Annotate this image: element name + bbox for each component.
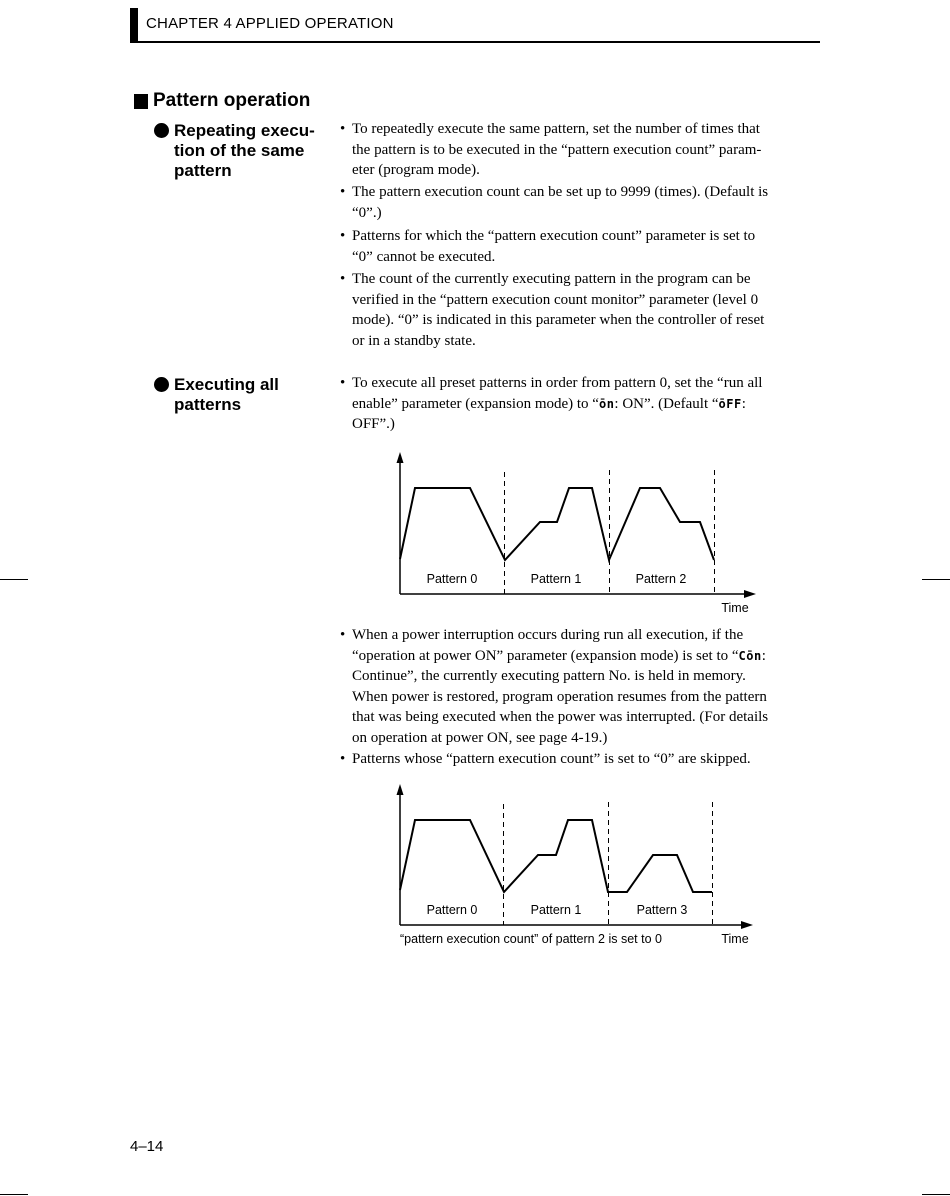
pattern-label: Pattern 1 [530, 903, 582, 917]
text-fragment: enable” parameter (expansion mode) to “ [352, 395, 599, 412]
crop-mark-right [922, 579, 950, 580]
text-fragment: : [741, 395, 746, 412]
program-curve [400, 488, 714, 560]
pattern-label: Pattern 3 [636, 903, 688, 917]
bullet-line: eter (program mode). [352, 162, 480, 179]
bullet-line: Patterns for which the “pattern execution count” parameter is set to [352, 228, 756, 244]
crop-mark-left [0, 579, 28, 580]
bullet-line: The count of the currently executing pattern in the program can be [352, 271, 751, 287]
time-axis-label: Time [721, 601, 749, 615]
bullet-line: When a power interruption occurs during run all execution, if the [352, 627, 744, 643]
bullet-line [352, 646, 820, 667]
bullet-item: • The count of the currently executing pattern in the program can be verified in the “pattern execution count monitor” parameter (level 0 mode). “0” is indicated in this parameter when the controller of reset or in a standby state. [340, 269, 820, 351]
bullet-line: or in a standby state. [352, 332, 476, 349]
seven-segment-on: ōn [598, 396, 615, 411]
bullet-item: • Patterns for which the “pattern execution count” parameter is set to “0” cannot be executed. [340, 226, 820, 267]
text-fragment: : ON”. (Default “ [614, 395, 719, 412]
pattern-diagram-1 [380, 448, 770, 620]
diagram-caption: “pattern execution count” of pattern 2 is set to 0 [400, 932, 662, 946]
pattern-label: Pattern 2 [635, 572, 687, 586]
bullet-line: The pattern execution count can be set up to 9999 (times). (Default is [352, 184, 769, 200]
chapter-title: CHAPTER 4 APPLIED OPERATION [146, 15, 394, 32]
program-curve [400, 820, 712, 892]
text-fragment: : [761, 647, 766, 664]
crop-mark-bottom-left [0, 1194, 28, 1195]
bullet-line: OFF”.) [352, 416, 395, 433]
bullet-item: • To execute all preset patterns in order from pattern 0, set the “run all enable” parameter (expansion mode) to “ōn: ON”. (Default “ōFF: OFF”.) [340, 373, 820, 435]
bullet-line: mode). “0” is indicated in this parameter when the controller of reset [352, 312, 765, 329]
page-number: 4–14 [130, 1138, 164, 1155]
subheading-line: patterns [174, 395, 242, 414]
subheading-repeating [154, 121, 334, 183]
subheading-line: Executing all [174, 375, 279, 394]
bullet-line: “0”.) [352, 204, 382, 221]
pattern-label: Pattern 0 [426, 572, 478, 586]
bullet-line: To repeatedly execute the same pattern, set the number of times that [352, 121, 760, 137]
bullet-item: • When a power interruption occurs during run all execution, if the “operation at power ON” parameter (expansion mode) is set to “Cōn: Continue”, the currently executing pattern No. is held in memory. When power is restored, program operation resumes from the pattern that was being executed when the power was interrupted. (For details on operation at power ON, see page 4-19.) [340, 625, 820, 749]
circle-bullet-icon [154, 123, 169, 138]
bullet-line [352, 394, 820, 415]
pattern-label: Pattern 0 [426, 903, 478, 917]
bullet-item: • Patterns whose “pattern execution count” is set to “0” are skipped. [340, 749, 820, 770]
bullet-line: the pattern is to be executed in the “pattern execution count” param- [352, 141, 762, 158]
bullet-line: “0” cannot be executed. [352, 248, 496, 265]
pattern-diagram-2 [380, 780, 770, 952]
square-bullet-icon [134, 94, 148, 109]
time-axis-label: Time [721, 932, 749, 946]
bullet-line: Patterns whose “pattern execution count” is set to “0” are skipped. [352, 751, 751, 767]
subheading-line: tion of the same [174, 141, 305, 160]
bullet-line: To execute all preset patterns in order from pattern 0, set the “run all [352, 375, 763, 391]
pattern-label: Pattern 1 [530, 572, 582, 586]
x-axis-arrowhead [744, 590, 756, 598]
circle-bullet-icon [154, 377, 169, 392]
bullet-line: When power is restored, program operation resumes from the pattern [352, 688, 767, 705]
section-title [134, 90, 310, 112]
header-bar [130, 8, 138, 43]
subheading-executing-all [154, 375, 334, 417]
section-title-text: Pattern operation [153, 90, 311, 111]
header-rule [130, 41, 820, 43]
subheading-line: pattern [174, 161, 232, 180]
bullet-item: • To repeatedly execute the same pattern, set the number of times that the pattern is to be executed in the “pattern execution count” param- eter (program mode). [340, 119, 820, 181]
text-fragment: “operation at power ON” parameter (expansion mode) is set to “ [352, 647, 739, 664]
bullet-item: • The pattern execution count can be set up to 9999 (times). (Default is “0”.) [340, 182, 820, 223]
bullet-line: verified in the “pattern execution count monitor” parameter (level 0 [352, 291, 759, 308]
bullet-line: Continue”, the currently executing pattern No. is held in memory. [352, 668, 746, 685]
seven-segment-con: Cōn [738, 648, 762, 663]
crop-mark-bottom-right [922, 1194, 950, 1195]
bullet-line: that was being executed when the power was interrupted. (For details [352, 709, 769, 726]
seven-segment-off: ōFF [718, 396, 742, 411]
x-axis-arrowhead [741, 921, 753, 929]
bullet-line: on operation at power ON, see page 4-19.) [352, 729, 608, 746]
subheading-line: Repeating execu- [174, 121, 315, 140]
